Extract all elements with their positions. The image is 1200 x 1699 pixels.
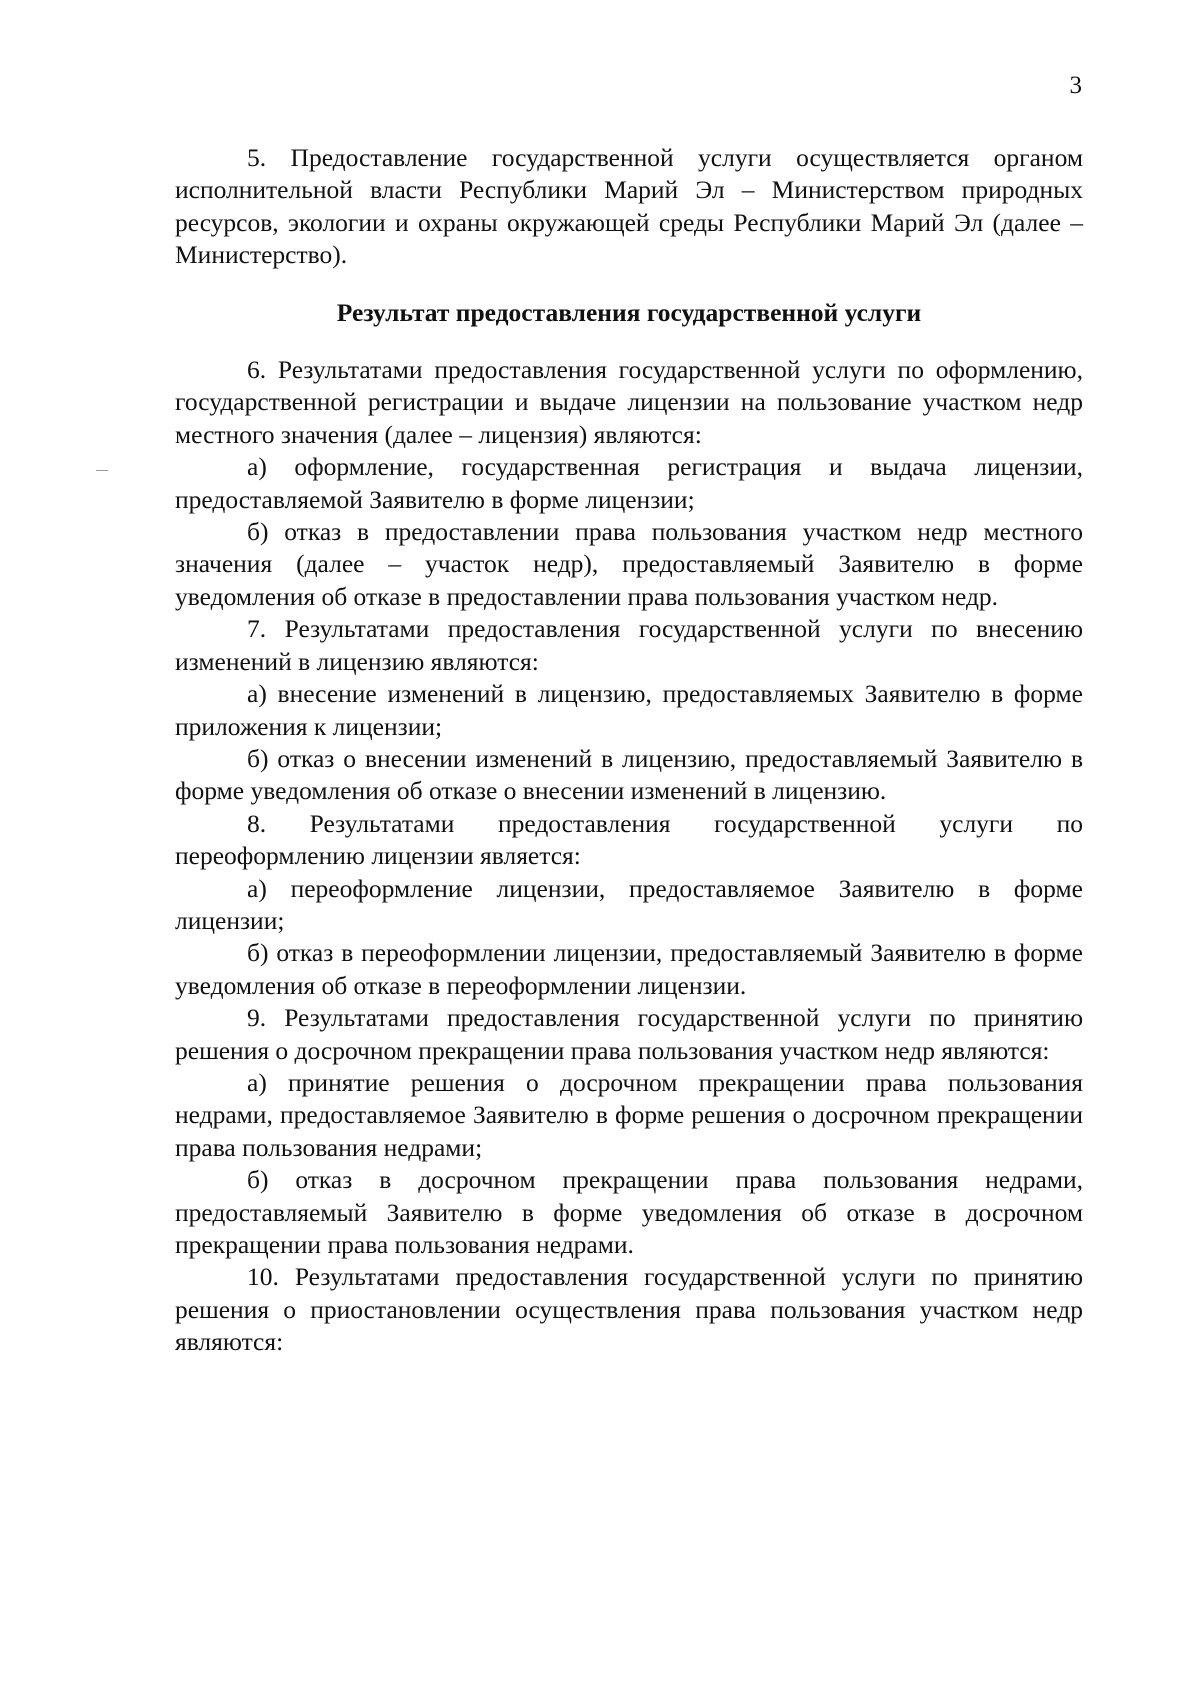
paragraph-7-a: а) внесение изменений в лицензию, предоставляемых Заявителю в форме приложения к лицензии;	[175, 679, 1083, 741]
document-body	[175, 142, 1083, 1359]
paragraph-10: 10. Результатами предоставления государственной услуги по принятию решения о приостановлении осуществления права пользования участком недр являются:	[175, 1262, 1083, 1357]
paragraph-9-a: а) принятие решения о досрочном прекращении права пользования недрами, предоставляемое Заявителю в форме решения о досрочном прекращении права пользования недрами;	[175, 1067, 1083, 1162]
scan-artifact	[96, 470, 108, 471]
paragraph-8-a: а) переоформление лицензии, предоставляемое Заявителю в форме лицензии;	[175, 873, 1083, 935]
paragraph-6: 6. Результатами предоставления государственной услуги по оформлению, государственной регистрации и выдаче лицензии на пользование участком недр местного значения (далее – лицензия) являются:	[175, 355, 1083, 449]
paragraph-9-b: б) отказ в досрочном прекращении права пользования недрами, предоставляемый Заявителю в форме уведомления об отказе в досрочном прекращении права пользования недрами.	[175, 1165, 1083, 1259]
paragraph-6-a: а) оформление, государственная регистрация и выдача лицензии, предоставляемой Заявителю в форме лицензии;	[175, 452, 1083, 514]
paragraph-8-b: б) отказ в переоформлении лицензии, предоставляемый Заявителю в форме уведомления об отказе в переоформлении лицензии.	[175, 938, 1083, 1000]
page-number: 3	[1069, 72, 1082, 99]
paragraph-8: 8. Результатами предоставления государственной услуги по переоформлению лицензии является:	[175, 808, 1083, 871]
paragraph-7: 7. Результатами предоставления государственной услуги по внесению изменений в лицензию являются:	[175, 614, 1083, 676]
paragraph-5: 5. Предоставление государственной услуги осуществляется органом исполнительной власти Республики Марий Эл – Министерством природных ресурсов, экологии и охраны окружающей среды Республики Марий Эл (далее – Министерство).	[175, 143, 1083, 270]
paragraph-6-b: б) отказ в предоставлении права пользования участком недр местного значения (далее – участок недр), предоставляемый Заявителю в форме уведомления об отказе в предоставлении права пользования участком недр.	[175, 517, 1083, 611]
paragraph-7-b: б) отказ о внесении изменений в лицензию, предоставляемый Заявителю в форме уведомления об отказе о внесении изменений в лицензию.	[175, 743, 1083, 806]
paragraph-9: 9. Результатами предоставления государственной услуги по принятию решения о досрочном прекращении права пользования участком недр являются:	[175, 1003, 1083, 1065]
section-heading: Результат предоставления государственной услуги	[336, 297, 922, 327]
